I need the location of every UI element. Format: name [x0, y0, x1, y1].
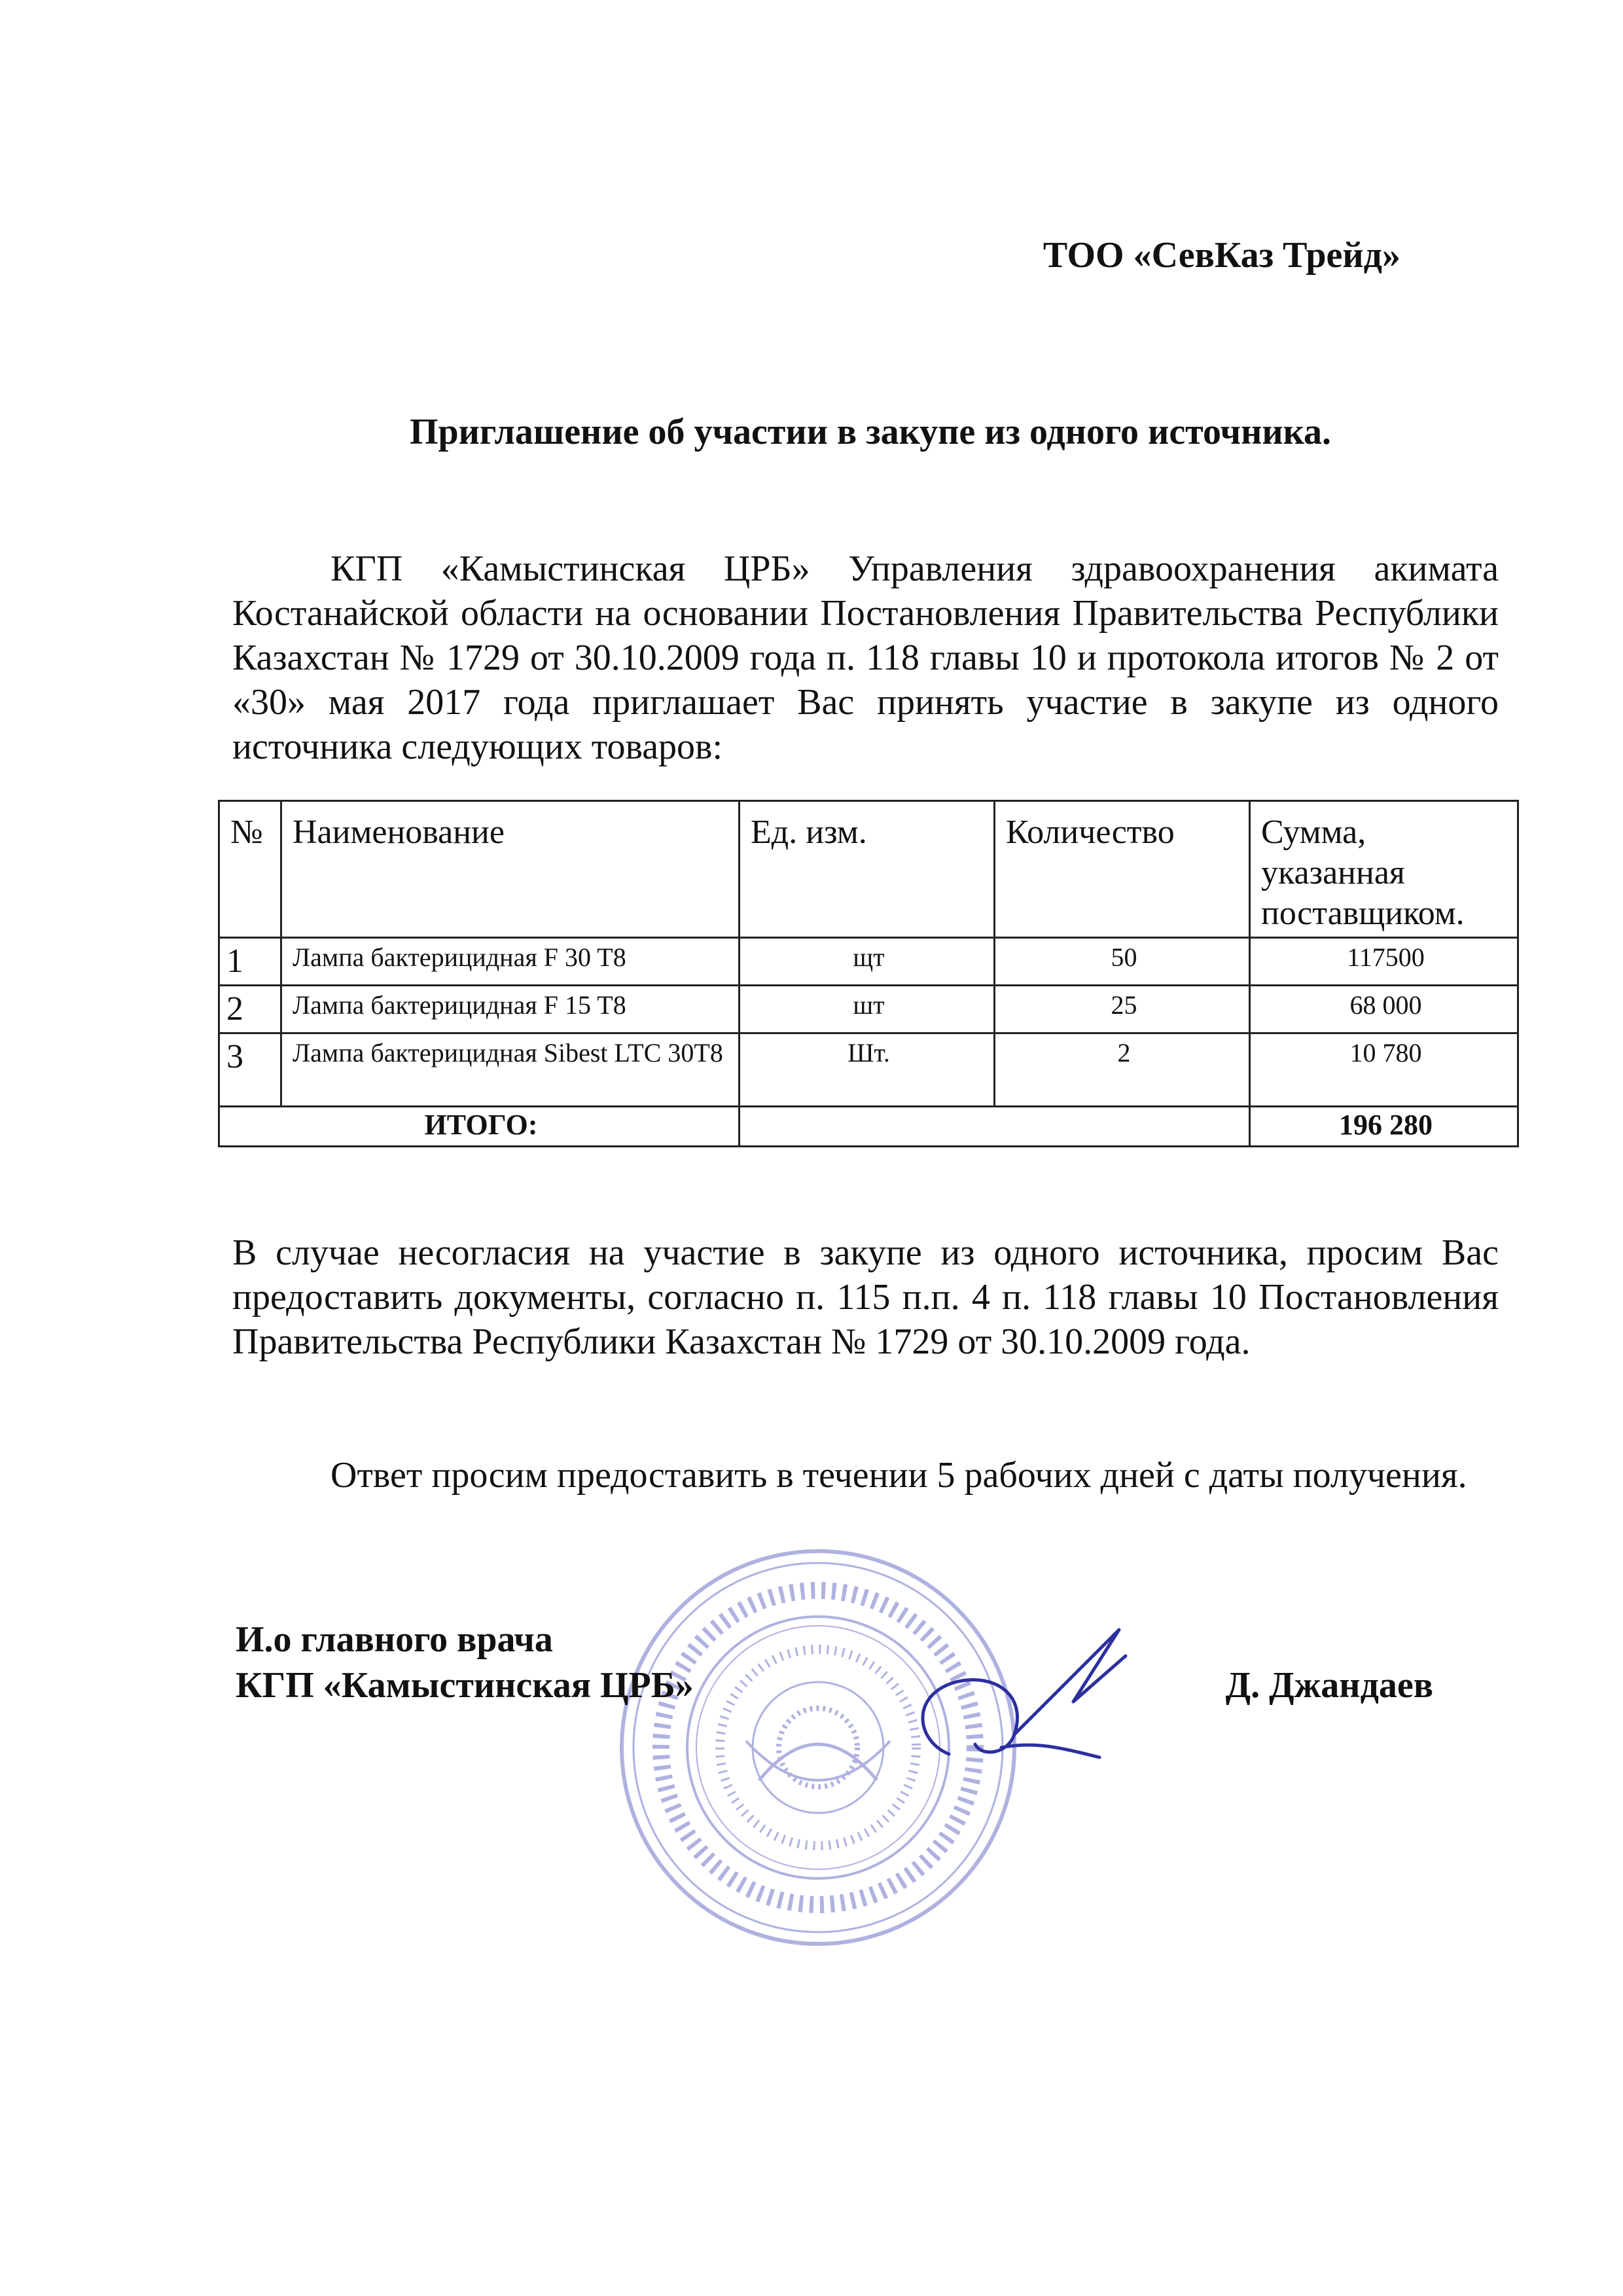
signatory-position-line1: И.о главного врача — [236, 1619, 553, 1660]
row-unit: Шт. — [740, 1033, 995, 1107]
row-number: 1 — [219, 938, 281, 986]
row-unit: шт — [740, 986, 995, 1033]
row-number: 3 — [219, 1033, 281, 1107]
row-quantity: 50 — [995, 938, 1250, 986]
row-quantity: 2 — [995, 1033, 1250, 1107]
header-quantity: Количество — [995, 801, 1250, 938]
row-unit: щт — [740, 938, 995, 986]
row-name: Лампа бактерицидная Sibest LTC 30T8 — [281, 1033, 740, 1107]
intro-paragraph: КГП «Камыстинская ЦРБ» Управления здравоохранения акимата Костанайской области на основании Постановления Правительства Республики Казахстан № 1729 от 30.10.2009 года п. 118 главы 10 и протокола итогов № 2 от «30» мая 2017 года приглашает Вас принять участие в закупе из одного источника следующих товаров: — [232, 548, 1499, 767]
table-row — [219, 986, 1518, 1033]
total-empty-cell — [740, 1107, 1250, 1147]
signatory-position — [236, 1617, 694, 1708]
reply-paragraph: Ответ просим предоставить в течении 5 рабочих дней с даты получения. — [330, 1455, 1467, 1496]
table-row — [219, 938, 1518, 986]
goods-table — [218, 800, 1519, 1147]
signatory-name: Д. Джандаев — [1225, 1665, 1433, 1706]
row-number: 2 — [219, 986, 281, 1033]
table-header-row — [219, 801, 1518, 938]
recipient: ТОО «СевКаз Трейд» — [1043, 235, 1400, 276]
row-quantity: 25 — [995, 986, 1250, 1033]
header-name: Наименование — [281, 801, 740, 938]
table-row — [219, 1033, 1518, 1107]
total-label: ИТОГО: — [219, 1107, 740, 1147]
header-number: № — [219, 801, 281, 938]
row-name: Лампа бактерицидная F 30 T8 — [281, 938, 740, 986]
signatory-position-line2: КГП «Камыстинская ЦРБ» — [236, 1665, 694, 1706]
header-sum: Сумма, указанная поставщиком. — [1250, 801, 1518, 938]
total-value: 196 280 — [1250, 1107, 1518, 1147]
disagreement-paragraph: В случае несогласия на участие в закупе из одного источника, просим Вас предоставить документы, согласно п. 115 п.п. 4 п. 118 главы 10 Постановления Правительства Республики Казахстан № 1729 от 30.10.2009 года. — [232, 1232, 1499, 1362]
row-sum: 117500 — [1250, 938, 1518, 986]
table-total-row — [219, 1107, 1518, 1147]
header-unit: Ед. изм. — [740, 801, 995, 938]
row-sum: 10 780 — [1250, 1033, 1518, 1107]
document-title: Приглашение об участии в закупе из одного источника. — [409, 412, 1332, 452]
row-name: Лампа бактерицидная F 15 T8 — [281, 986, 740, 1033]
row-sum: 68 000 — [1250, 986, 1518, 1033]
